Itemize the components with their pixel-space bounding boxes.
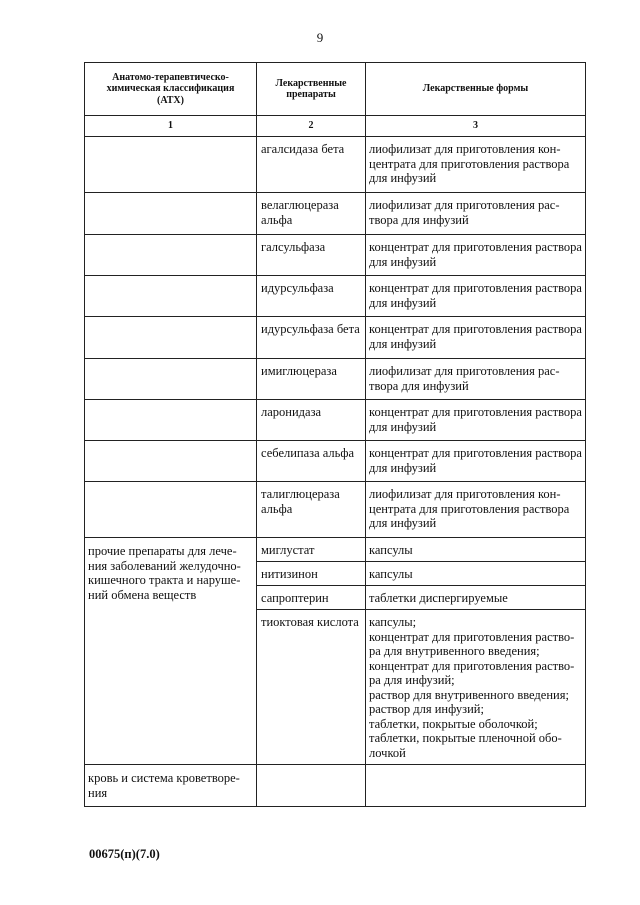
drug-cell bbox=[257, 137, 366, 193]
table-row bbox=[85, 276, 586, 317]
dosage-form-cell-line: центрата для приготовления раствора bbox=[369, 156, 570, 171]
dosage-form-cell-line: концентрат для приготовления раствора bbox=[369, 405, 582, 419]
dosage-form-cell-line: раствор для инфузий; bbox=[369, 702, 484, 716]
header-atc-line: (АТХ) bbox=[157, 94, 184, 106]
drug-cell bbox=[257, 317, 366, 359]
dosage-form-cell bbox=[366, 276, 586, 317]
dosage-form-cell bbox=[366, 610, 586, 765]
drug-cell-line: имиглюцераза bbox=[261, 364, 337, 378]
header-atc bbox=[85, 63, 257, 116]
dosage-form-cell bbox=[366, 482, 586, 538]
drug-cell bbox=[257, 359, 366, 400]
drug-cell-line: галсульфаза bbox=[261, 240, 326, 254]
dosage-form-cell-line: для инфузий bbox=[369, 336, 437, 351]
dosage-form-cell-line: твора для инфузий bbox=[369, 378, 469, 393]
drug-cell bbox=[257, 441, 366, 482]
dosage-form-cell bbox=[366, 538, 586, 562]
dosage-form-cell-line: раствор для внутривенного введения; bbox=[369, 687, 569, 702]
drug-cell bbox=[257, 482, 366, 538]
header-atc-line: Анатомо-терапевтическо- bbox=[112, 71, 229, 83]
dosage-form-cell-line: концентрат для приготовления раство- bbox=[369, 629, 575, 644]
header-drugs bbox=[257, 63, 366, 116]
header-drugs-line: препараты bbox=[286, 89, 336, 100]
atc-cell bbox=[85, 482, 257, 538]
drug-cell bbox=[257, 765, 366, 807]
page-number: 9 bbox=[316, 30, 324, 45]
dosage-form-cell-line: концентрат для приготовления раствора bbox=[369, 281, 582, 295]
table-row bbox=[85, 482, 586, 538]
dosage-form-cell bbox=[366, 317, 586, 359]
atc-cell bbox=[85, 137, 257, 193]
drug-cell-line: сапроптерин bbox=[261, 591, 329, 605]
drug-cell-line: нитизинон bbox=[261, 567, 318, 581]
table-row bbox=[85, 400, 586, 441]
column-number-1: 1 bbox=[85, 116, 257, 137]
dosage-form-cell-line: ра для внутривенного введения; bbox=[369, 644, 540, 658]
column-number-row bbox=[85, 116, 586, 137]
atc-cell-line: ния заболеваний желудочно- bbox=[88, 558, 241, 573]
table-row bbox=[85, 235, 586, 276]
atc-cell-line: ния bbox=[88, 785, 108, 800]
header-forms: Лекарственные формы bbox=[366, 63, 586, 116]
table-header-row bbox=[85, 63, 586, 116]
dosage-form-cell bbox=[366, 562, 586, 586]
dosage-form-cell-line: лиофилизат для приготовления рас- bbox=[369, 198, 560, 212]
drug-cell-line: агалсидаза бета bbox=[261, 142, 345, 156]
dosage-form-cell-line: для инфузий bbox=[369, 516, 437, 530]
dosage-form-cell bbox=[366, 400, 586, 441]
dosage-form-cell-line: капсулы; bbox=[369, 615, 417, 629]
dosage-form-cell-line: таблетки диспергируемые bbox=[369, 591, 508, 605]
drug-cell-line: миглустат bbox=[261, 543, 315, 557]
table-row bbox=[85, 317, 586, 359]
drug-cell-line: ларонидаза bbox=[261, 405, 322, 419]
dosage-form-cell-line: концентрат для приготовления раствора bbox=[369, 446, 582, 460]
dosage-form-cell-line: лиофилизат для приготовления рас- bbox=[369, 364, 560, 378]
drug-cell bbox=[257, 400, 366, 441]
table-row bbox=[85, 193, 586, 235]
drug-cell bbox=[257, 235, 366, 276]
dosage-form-cell bbox=[366, 137, 586, 193]
dosage-form-cell bbox=[366, 765, 586, 807]
atc-cell bbox=[85, 193, 257, 235]
dosage-form-cell-line: лочкой bbox=[369, 745, 406, 760]
dosage-form-cell-line: лиофилизат для приготовления кон- bbox=[369, 142, 561, 156]
drug-cell bbox=[257, 276, 366, 317]
dosage-form-cell-line: для инфузий bbox=[369, 419, 437, 434]
table-body bbox=[85, 137, 586, 807]
atc-cell bbox=[85, 317, 257, 359]
atc-cell bbox=[85, 538, 257, 765]
table-row bbox=[85, 137, 586, 193]
header-drugs-line: Лекарственные bbox=[275, 77, 347, 89]
drug-cell bbox=[257, 538, 366, 562]
dosage-form-cell-line: для инфузий bbox=[369, 460, 437, 475]
dosage-form-cell-line: центрата для приготовления раствора bbox=[369, 501, 570, 516]
atc-table bbox=[84, 62, 586, 807]
dosage-form-cell-line: капсулы bbox=[369, 543, 413, 557]
table-row bbox=[85, 538, 586, 562]
dosage-form-cell bbox=[366, 441, 586, 482]
atc-cell bbox=[85, 359, 257, 400]
drug-cell bbox=[257, 562, 366, 586]
dosage-form-cell bbox=[366, 193, 586, 235]
drug-cell-line: талиглюцераза bbox=[261, 487, 340, 501]
dosage-form-cell-line: твора для инфузий bbox=[369, 212, 469, 227]
atc-cell bbox=[85, 235, 257, 276]
atc-cell bbox=[85, 276, 257, 317]
drug-cell bbox=[257, 586, 366, 610]
dosage-form-cell-line: лиофилизат для приготовления кон- bbox=[369, 487, 561, 501]
table-row bbox=[85, 441, 586, 482]
atc-cell-line: кишечного тракта и наруше- bbox=[88, 573, 241, 587]
dosage-form-cell-line: для инфузий bbox=[369, 295, 437, 310]
drug-cell-line: велаглюцераза bbox=[261, 198, 339, 212]
dosage-form-cell-line: для инфузий bbox=[369, 171, 437, 185]
dosage-form-cell-line: капсулы bbox=[369, 567, 413, 581]
dosage-form-cell-line: таблетки, покрытые оболочкой; bbox=[369, 716, 538, 731]
dosage-form-cell-line: ра для инфузий; bbox=[369, 673, 455, 687]
document-code: 00675(п)(7.0) bbox=[89, 847, 160, 861]
drug-cell-line: альфа bbox=[261, 501, 293, 516]
drug-cell-line: себелипаза альфа bbox=[261, 446, 355, 460]
dosage-form-cell-line: для инфузий bbox=[369, 254, 437, 269]
dosage-form-cell bbox=[366, 586, 586, 610]
dosage-form-cell-line: таблетки, покрытые пленочной обо- bbox=[369, 731, 562, 745]
atc-cell-line: ний обмена веществ bbox=[88, 587, 197, 602]
header-atc-line: химическая классификация bbox=[106, 83, 235, 95]
drug-cell bbox=[257, 193, 366, 235]
dosage-form-cell-line: концентрат для приготовления раство- bbox=[369, 658, 575, 673]
table-row bbox=[85, 359, 586, 400]
atc-cell bbox=[85, 765, 257, 807]
drug-cell bbox=[257, 610, 366, 765]
column-number-2: 2 bbox=[257, 116, 366, 137]
column-number-3: 3 bbox=[366, 116, 586, 137]
drug-cell-line: идурсульфаза бета bbox=[261, 322, 360, 336]
drug-cell-line: тиоктовая кислота bbox=[261, 615, 359, 629]
dosage-form-cell bbox=[366, 235, 586, 276]
drug-cell-line: идурсульфаза bbox=[261, 281, 334, 295]
atc-cell-line: прочие препараты для лече- bbox=[88, 544, 237, 558]
dosage-form-cell-line: концентрат для приготовления раствора bbox=[369, 240, 582, 254]
atc-cell-line: кровь и система кроветворе- bbox=[88, 771, 240, 785]
table-row bbox=[85, 765, 586, 807]
drug-cell-line: альфа bbox=[261, 212, 293, 227]
atc-cell bbox=[85, 441, 257, 482]
atc-cell bbox=[85, 400, 257, 441]
dosage-form-cell-line: концентрат для приготовления раствора bbox=[369, 322, 582, 336]
dosage-form-cell bbox=[366, 359, 586, 400]
